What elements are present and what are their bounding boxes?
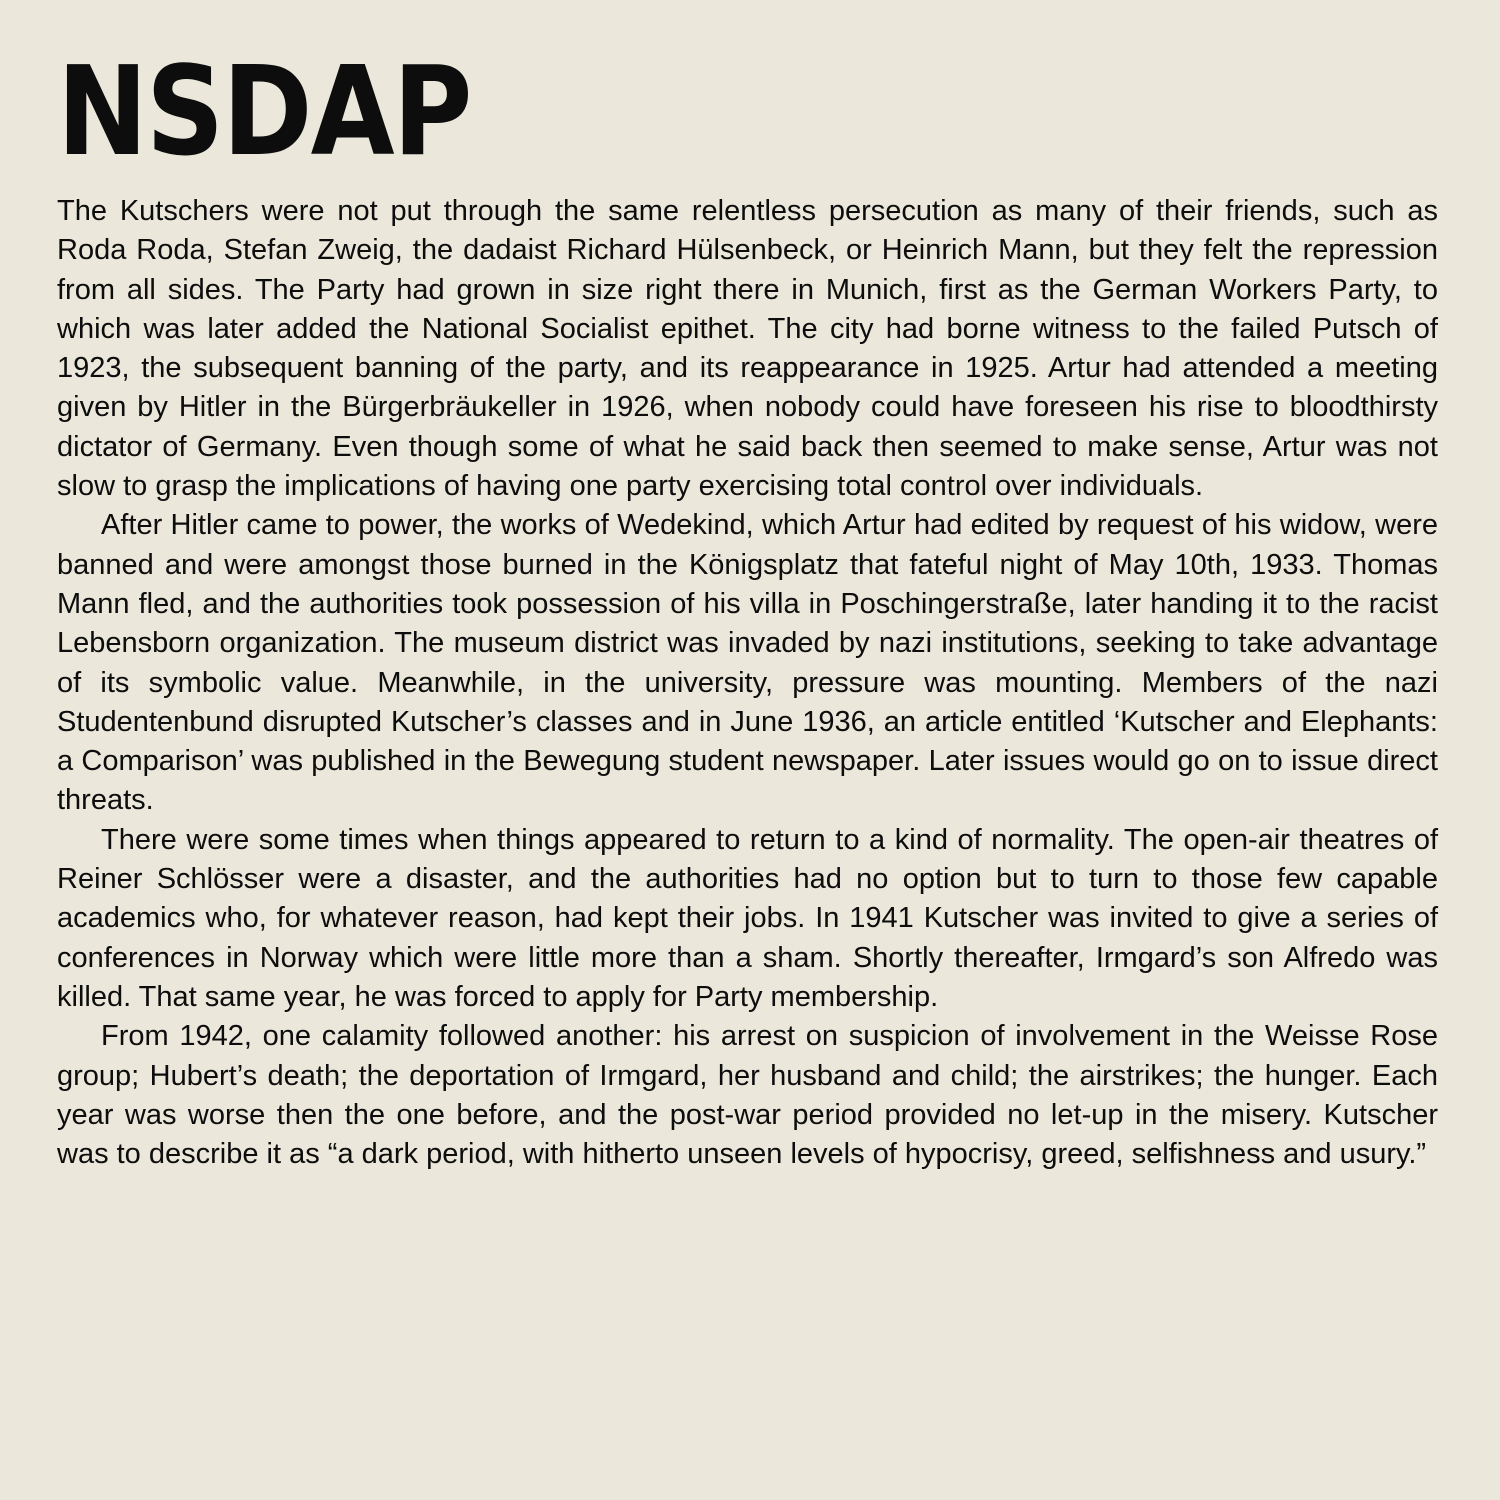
article-body (57, 192, 1438, 1174)
paragraph-2: After Hitler came to power, the works of Wedekind, which Artur had edited by request of his widow, were banned and were amongst those burned in the Königsplatz that fateful night of May 10th, 1933. Thomas Mann fled, and the authorities took possession of his villa in Poschingerstraße, later handing it to the racist Lebensborn organization. The museum district was invaded by nazi institutions, seeking to take advantage of its symbolic value. Meanwhile, in the university, pressure was mounting. Members of the nazi Studentenbund disrupted Kutscher’s classes and in June 1936, an article entitled ‘Kutscher and Elephants: a Comparison’ was published in the Bewegung student newspaper. Later issues would go on to issue direct threats. (57, 509, 1438, 817)
page-title: NSDAP (57, 39, 471, 184)
paragraph-1: The Kutschers were not put through the same relentless persecution as many of their friends, such as Roda Roda, Stefan Zweig, the dadaist Richard Hülsenbeck, or Heinrich Mann, but they felt the repression from all sides. The Party had grown in size right there in Munich, first as the German Workers Party, to which was later added the National Socialist epithet. The city had borne witness to the failed Putsch of 1923, the subsequent banning of the party, and its reappearance in 1925. Artur had attended a meeting given by Hitler in the Bürgerbräukeller in 1926, when nobody could have foreseen his rise to bloodthirsty dictator of Germany. Even though some of what he said back then seemed to make sense, Artur was not slow to grasp the implications of having one party exercising total control over individuals. (57, 195, 1438, 503)
paragraph-4: From 1942, one calamity followed another: his arrest on suspicion of involvement in the Weisse Rose group; Hubert’s death; the deportation of Irmgard, her husband and child; the airstrikes; the hunger. Each year was worse then the one before, and the post-war period provided no let-up in the misery. Kutscher was to describe it as “a dark period, with hitherto unseen levels of hypocrisy, greed, selfishness and usury.” (57, 1020, 1438, 1171)
paragraph-3: There were some times when things appeared to return to a kind of normality. The open-air theatres of Reiner Schlösser were a disaster, and the authorities had no option but to turn to those few capable academics who, for whatever reason, had kept their jobs. In 1941 Kutscher was invited to give a series of conferences in Norway which were little more than a sham. Shortly thereafter, Irmgard’s son Alfredo was killed. That same year, he was forced to apply for Party membership. (57, 823, 1438, 1013)
